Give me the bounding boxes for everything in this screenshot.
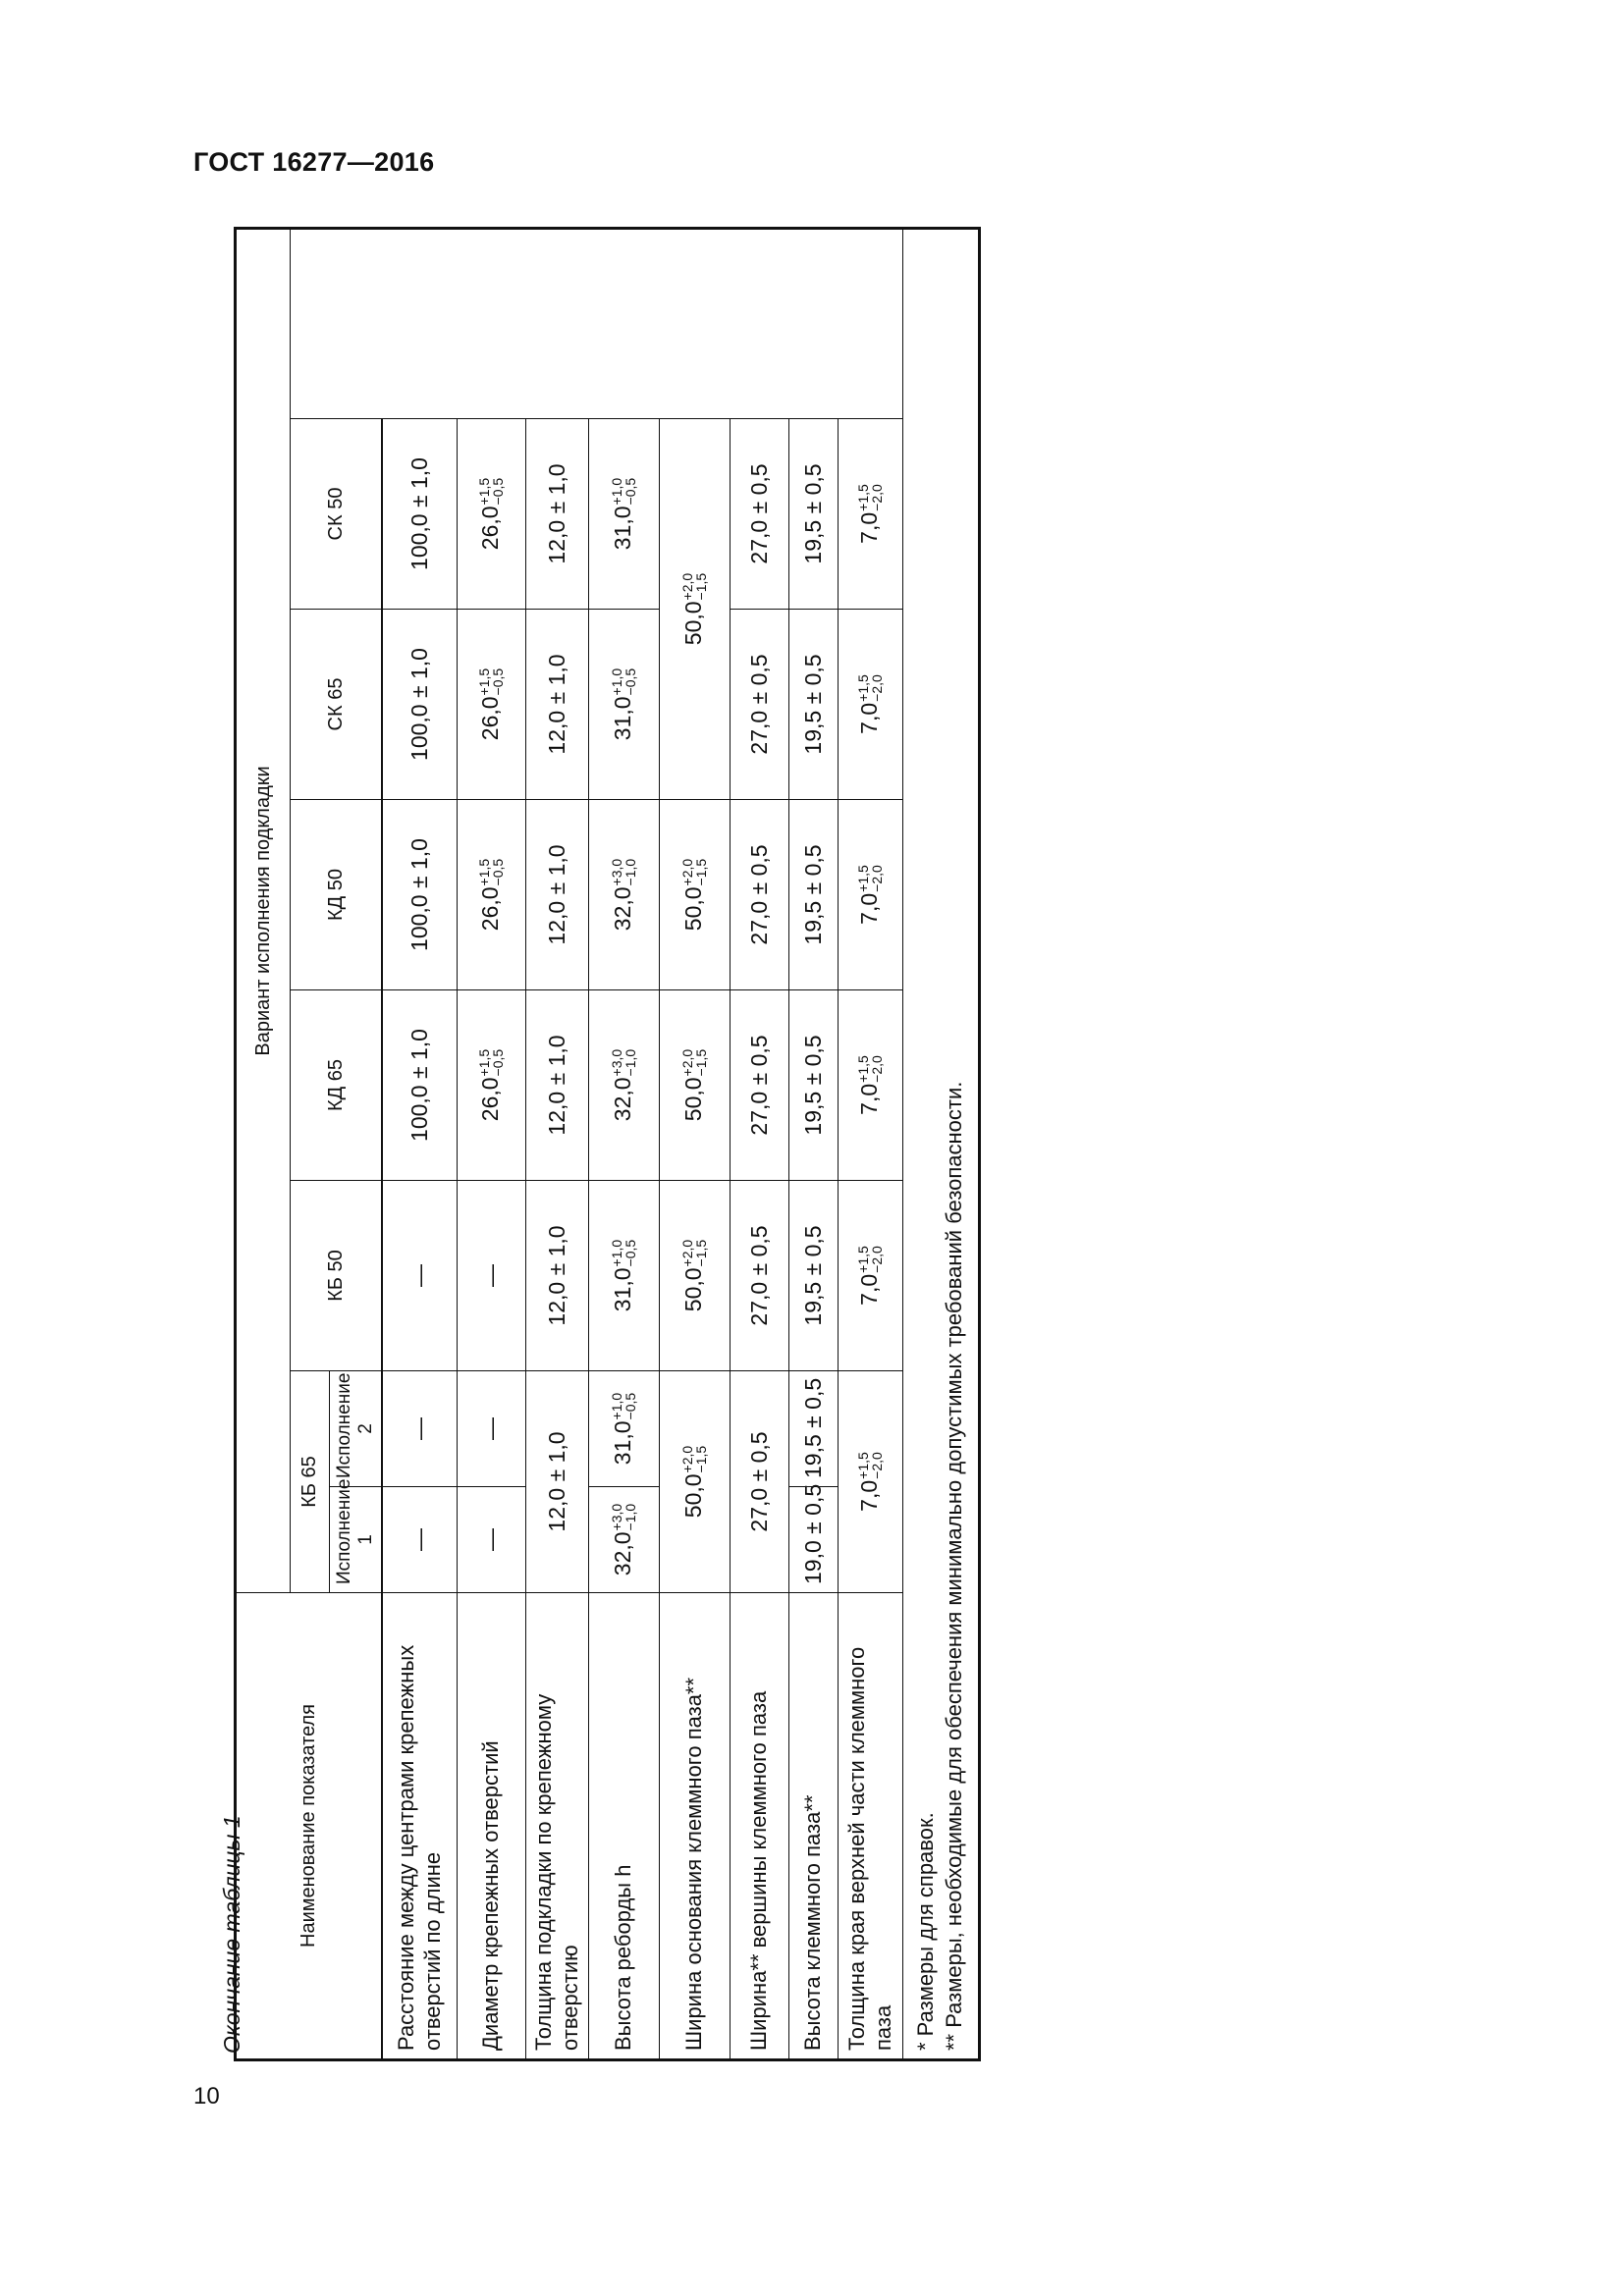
row-name: Ширина** вершины клеммного паза bbox=[730, 1593, 788, 2060]
table-row bbox=[525, 228, 588, 2059]
table-cell: 31,0 +1,0 −0,5 bbox=[588, 1181, 659, 1371]
table-cell: — bbox=[457, 1181, 525, 1371]
table-cell: 100,0 ± 1,0 bbox=[382, 610, 457, 800]
table-cell: 32,0 +3,0 −1,0 bbox=[588, 990, 659, 1181]
table-cell: 26,0 +1,5 −0,5 bbox=[457, 419, 525, 610]
table-cell: 12,0 ± 1,0 bbox=[525, 990, 588, 1181]
table-cell: 7,0 +1,5 −2,0 bbox=[838, 610, 902, 800]
table-cell: 50,0 +2,0 −1,5 bbox=[659, 1181, 730, 1371]
notes-row bbox=[902, 228, 979, 2059]
table-cell: 50,0 +2,0 −1,5 bbox=[659, 800, 730, 990]
table-cell: 12,0 ± 1,0 bbox=[525, 1371, 588, 1593]
table-cell: 19,5 ± 0,5 bbox=[788, 1371, 838, 1487]
row-name: Толщина подкладки по крепежному отверстию bbox=[525, 1593, 588, 2060]
table-cell: 31,0 +1,0 −0,5 bbox=[588, 419, 659, 610]
kd50-header: КД 50 bbox=[291, 800, 383, 990]
note-1: * Размеры для справок. bbox=[913, 1812, 939, 2051]
table-cell: 50,0 +2,0 −1,5 bbox=[659, 419, 730, 800]
row-name: Толщина края верхней части клеммного паза bbox=[838, 1593, 902, 2060]
table-cell: 31,0 +1,0 −0,5 bbox=[588, 1371, 659, 1487]
table-cell: 31,0 +1,0 −0,5 bbox=[588, 610, 659, 800]
table-cell: 12,0 ± 1,0 bbox=[525, 419, 588, 610]
table-row bbox=[730, 228, 788, 2059]
kd65-header: КД 65 bbox=[291, 990, 383, 1181]
table-cell: 26,0 +1,5 −0,5 bbox=[457, 800, 525, 990]
table-cell: 100,0 ± 1,0 bbox=[382, 800, 457, 990]
table-cell: 7,0 +1,5 −2,0 bbox=[838, 1371, 902, 1593]
variant-header: Вариант исполнения подкладки bbox=[236, 228, 291, 1592]
note-2: ** Размеры, необходимые для обеспечения минимально допустимых требований безопасности. bbox=[941, 1081, 966, 2051]
table-row bbox=[659, 228, 730, 2059]
table-cell: 100,0 ± 1,0 bbox=[382, 419, 457, 610]
table-cell: 50,0 +2,0 −1,5 bbox=[659, 990, 730, 1181]
table-row bbox=[457, 228, 525, 2059]
table-cell: — bbox=[457, 1371, 525, 1487]
table-cell: — bbox=[382, 1181, 457, 1371]
table-cell: 12,0 ± 1,0 bbox=[525, 1181, 588, 1371]
table-row bbox=[838, 228, 902, 2059]
table-cell: 7,0 +1,5 −2,0 bbox=[838, 800, 902, 990]
row-name: Расстояние между центрами крепежных отверстий по длине bbox=[382, 1593, 457, 2060]
sk65-header: СК 65 bbox=[291, 610, 383, 800]
kb65-header: КБ 65 bbox=[291, 1371, 330, 1593]
table-cell: 19,5 ± 0,5 bbox=[788, 1181, 838, 1371]
row-name: Высота реборды h bbox=[588, 1593, 659, 2060]
table-cell: 12,0 ± 1,0 bbox=[525, 800, 588, 990]
table-cell: 50,0 +2,0 −1,5 bbox=[659, 1371, 730, 1593]
table-cell: 27,0 ± 0,5 bbox=[730, 610, 788, 800]
table-cell: 7,0 +1,5 −2,0 bbox=[838, 419, 902, 610]
table-cell: 7,0 +1,5 −2,0 bbox=[838, 1181, 902, 1371]
table-notes bbox=[902, 228, 979, 2059]
table-cell: 26,0 +1,5 −0,5 bbox=[457, 610, 525, 800]
page-number: 10 bbox=[193, 2083, 220, 2109]
table-cell: 27,0 ± 0,5 bbox=[730, 1371, 788, 1593]
table-cell: 19,0 ± 0,5 bbox=[788, 1487, 838, 1593]
table-cell: — bbox=[457, 1487, 525, 1593]
spec-table bbox=[234, 227, 981, 2061]
table-row bbox=[588, 228, 659, 2059]
table-cell: 19,5 ± 0,5 bbox=[788, 800, 838, 990]
sk50-header: СК 50 bbox=[291, 419, 383, 610]
name-header: Наименование показателя bbox=[236, 1593, 383, 2060]
table-cell: 27,0 ± 0,5 bbox=[730, 990, 788, 1181]
kb65-sub-2: Исполнение 2 bbox=[330, 1371, 383, 1487]
document-header: ГОСТ 16277—2016 bbox=[193, 147, 435, 177]
table-cell: 27,0 ± 0,5 bbox=[730, 419, 788, 610]
kb65-sub-1: Исполнение 1 bbox=[330, 1487, 383, 1593]
table-row bbox=[788, 228, 838, 2059]
table-caption: Окончание таблицы 1 bbox=[219, 1815, 244, 2054]
table-cell: 26,0 +1,5 −0,5 bbox=[457, 990, 525, 1181]
table-cell: 19,5 ± 0,5 bbox=[788, 419, 838, 610]
table-cell: 19,5 ± 0,5 bbox=[788, 610, 838, 800]
row-name: Диаметр крепежных отверстий bbox=[457, 1593, 525, 2060]
table-cell: 27,0 ± 0,5 bbox=[730, 800, 788, 990]
kb50-header: КБ 50 bbox=[291, 1181, 383, 1371]
table-cell: 100,0 ± 1,0 bbox=[382, 990, 457, 1181]
table-row bbox=[382, 228, 457, 2059]
table-cell: 32,0 +3,0 −1,0 bbox=[588, 1487, 659, 1593]
row-name: Ширина основания клеммного паза** bbox=[659, 1593, 730, 2060]
table-cell: 7,0 +1,5 −2,0 bbox=[838, 990, 902, 1181]
table-cell: — bbox=[382, 1487, 457, 1593]
rotated-table-block bbox=[234, 236, 966, 2061]
table-cell: 19,5 ± 0,5 bbox=[788, 990, 838, 1181]
table-cell: 12,0 ± 1,0 bbox=[525, 610, 588, 800]
row-name: Высота клеммного паза** bbox=[788, 1593, 838, 2060]
table-cell: 27,0 ± 0,5 bbox=[730, 1181, 788, 1371]
table-cell: — bbox=[382, 1371, 457, 1487]
table-cell: 32,0 +3,0 −1,0 bbox=[588, 800, 659, 990]
